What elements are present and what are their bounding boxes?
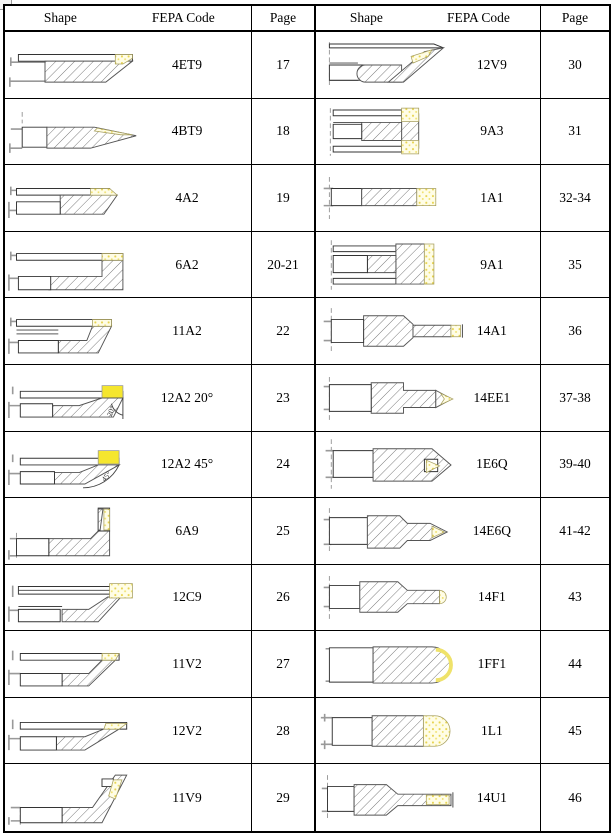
shape-cell-12c9: [5, 565, 252, 632]
fepa-code: 1L1: [480, 722, 503, 738]
shape-cell-9a3: [316, 99, 541, 166]
fepa-code: 12A2 45°: [160, 456, 214, 472]
fepa-code: 14E6Q: [472, 522, 511, 538]
page-number: 44: [568, 656, 582, 672]
shape-cell-14a1: [316, 298, 541, 365]
shape-cell-12v9: [316, 32, 541, 99]
shape-cell-14ee1: [316, 365, 541, 432]
page-cell: [252, 498, 316, 565]
fepa-code: 4ET9: [172, 56, 203, 72]
shape-drawing-9a1: [318, 234, 470, 295]
page-cell: [541, 631, 609, 698]
column-header-shape-right: Shape: [349, 10, 383, 25]
page-cell: [252, 365, 316, 432]
page-cell: [541, 698, 609, 765]
shape-drawing-4a2: [7, 167, 159, 228]
header-cell-page-left: [252, 6, 316, 32]
page-number: 28: [276, 722, 290, 738]
fepa-code: 6A2: [175, 256, 199, 272]
shape-drawing-11v9: [7, 767, 159, 828]
shape-cell-1e6q: [316, 432, 541, 499]
angle-label: 45°: [99, 469, 114, 484]
fepa-code: 11A2: [172, 323, 202, 339]
column-header-page-right: Page: [561, 10, 589, 25]
shape-cell-14u1: [316, 764, 541, 831]
page-cell: [252, 631, 316, 698]
page-number: 43: [568, 589, 582, 605]
fepa-shape-index-table: [3, 4, 611, 833]
fepa-code: 4BT9: [171, 123, 203, 139]
page-number: 18: [276, 123, 290, 139]
page-cell: [541, 365, 609, 432]
fepa-code: 14U1: [476, 789, 507, 805]
page-cell: [541, 432, 609, 499]
column-header-page-left: Page: [269, 10, 297, 25]
shape-drawing-11a2: [7, 301, 159, 362]
column-header-fepa-left: FEPA Code: [151, 10, 215, 25]
shape-cell-1a1: [316, 165, 541, 232]
page-cell: [541, 565, 609, 632]
shape-cell-4a2: [5, 165, 252, 232]
column-header-fepa-right: FEPA Code: [446, 10, 510, 25]
page-cell: [252, 99, 316, 166]
page-cell: [541, 298, 609, 365]
page-cell: [541, 764, 609, 831]
page-number: 39-40: [559, 456, 591, 472]
fepa-code: 4A2: [175, 189, 199, 205]
page-number: 23: [276, 389, 290, 405]
page-cell: [252, 232, 316, 299]
shape-drawing-14a1: [318, 301, 470, 362]
shape-cell-4et9: [5, 32, 252, 99]
page-cell: [541, 498, 609, 565]
shape-cell-6a2: [5, 232, 252, 299]
shape-cell-11a2: [5, 298, 252, 365]
header-cell-left: [5, 6, 252, 32]
page-number: 37-38: [559, 389, 591, 405]
shape-drawing-14ee1: [318, 367, 470, 428]
shape-drawing-4bt9: [7, 101, 159, 162]
shape-cell-1ff1: [316, 631, 541, 698]
shape-drawing-4et9: [7, 34, 159, 95]
fepa-code: 1E6Q: [476, 456, 508, 472]
page-number: 24: [276, 456, 290, 472]
page-cell: [252, 432, 316, 499]
shape-drawing-11v2: [7, 634, 159, 695]
shape-drawing-6a9: [7, 500, 159, 561]
fepa-code: 11V2: [172, 656, 202, 672]
page-cell: [541, 99, 609, 166]
column-header-shape-left: Shape: [43, 10, 77, 25]
shape-drawing-12a220: [7, 367, 159, 428]
shape-cell-14f1: [316, 565, 541, 632]
page-number: 46: [568, 789, 582, 805]
shape-drawing-1a1: [318, 167, 470, 228]
page-number: 30: [568, 56, 582, 72]
fepa-code: 9A3: [480, 123, 504, 139]
shape-cell-6a9: [5, 498, 252, 565]
page-number: 20-21: [267, 256, 299, 272]
page-number: 31: [568, 123, 582, 139]
page-number: 45: [568, 722, 582, 738]
shape-drawing-12v2: [7, 700, 159, 761]
shape-cell-12a245: [5, 432, 252, 499]
shape-cell-11v2: [5, 631, 252, 698]
fepa-code: 14A1: [476, 323, 507, 339]
header-cell-page-right: [541, 6, 609, 32]
page-cell: [541, 232, 609, 299]
fepa-code: 11V9: [172, 789, 202, 805]
page-cell: [252, 298, 316, 365]
page-number: 29: [276, 789, 290, 805]
fepa-code: 12A2 20°: [160, 389, 214, 405]
fepa-code: 14EE1: [473, 389, 511, 405]
page-number: 26: [276, 589, 290, 605]
fepa-code: 6A9: [175, 522, 199, 538]
page-number: 36: [568, 323, 582, 339]
page-cell: [252, 165, 316, 232]
page-cell: [541, 32, 609, 99]
page-number: 35: [568, 256, 582, 272]
page-cell: [252, 698, 316, 765]
fepa-code: 12V2: [172, 722, 203, 738]
fepa-code: 12C9: [172, 589, 202, 605]
header-cell-right: [316, 6, 541, 32]
fepa-code: 12V9: [476, 56, 507, 72]
shape-drawing-14u1: [318, 767, 470, 828]
page-number: 17: [276, 56, 290, 72]
shape-drawing-14e6q: [318, 500, 470, 561]
fepa-code: 9A1: [480, 256, 504, 272]
fepa-code: 1A1: [480, 189, 504, 205]
shape-drawing-6a2: [7, 234, 159, 295]
shape-drawing-12c9: [7, 567, 159, 628]
fepa-code: 14F1: [477, 589, 506, 605]
shape-drawing-9a3: [318, 101, 470, 162]
page-number: 19: [276, 189, 290, 205]
page-cell: [252, 32, 316, 99]
angle-label: 20°: [104, 404, 118, 418]
shape-drawing-12a245: [7, 434, 159, 495]
shape-cell-11v9: [5, 764, 252, 831]
page-cell: [252, 565, 316, 632]
page-number: 25: [276, 522, 290, 538]
shape-cell-14e6q: [316, 498, 541, 565]
shape-drawing-14f1: [318, 567, 470, 628]
page-cell: [252, 764, 316, 831]
shape-cell-12a220: [5, 365, 252, 432]
shape-cell-1l1: [316, 698, 541, 765]
shape-drawing-12v9: [318, 34, 470, 95]
page-number: 41-42: [559, 522, 591, 538]
shape-drawing-1ff1: [318, 634, 470, 695]
page-number: 27: [276, 656, 290, 672]
shape-cell-4bt9: [5, 99, 252, 166]
shape-drawing-1l1: [318, 700, 470, 761]
page-cell: [541, 165, 609, 232]
shape-drawing-1e6q: [318, 434, 470, 495]
page-number: 22: [276, 323, 290, 339]
page-number: 32-34: [559, 189, 591, 205]
shape-cell-12v2: [5, 698, 252, 765]
shape-cell-9a1: [316, 232, 541, 299]
fepa-code: 1FF1: [477, 656, 507, 672]
